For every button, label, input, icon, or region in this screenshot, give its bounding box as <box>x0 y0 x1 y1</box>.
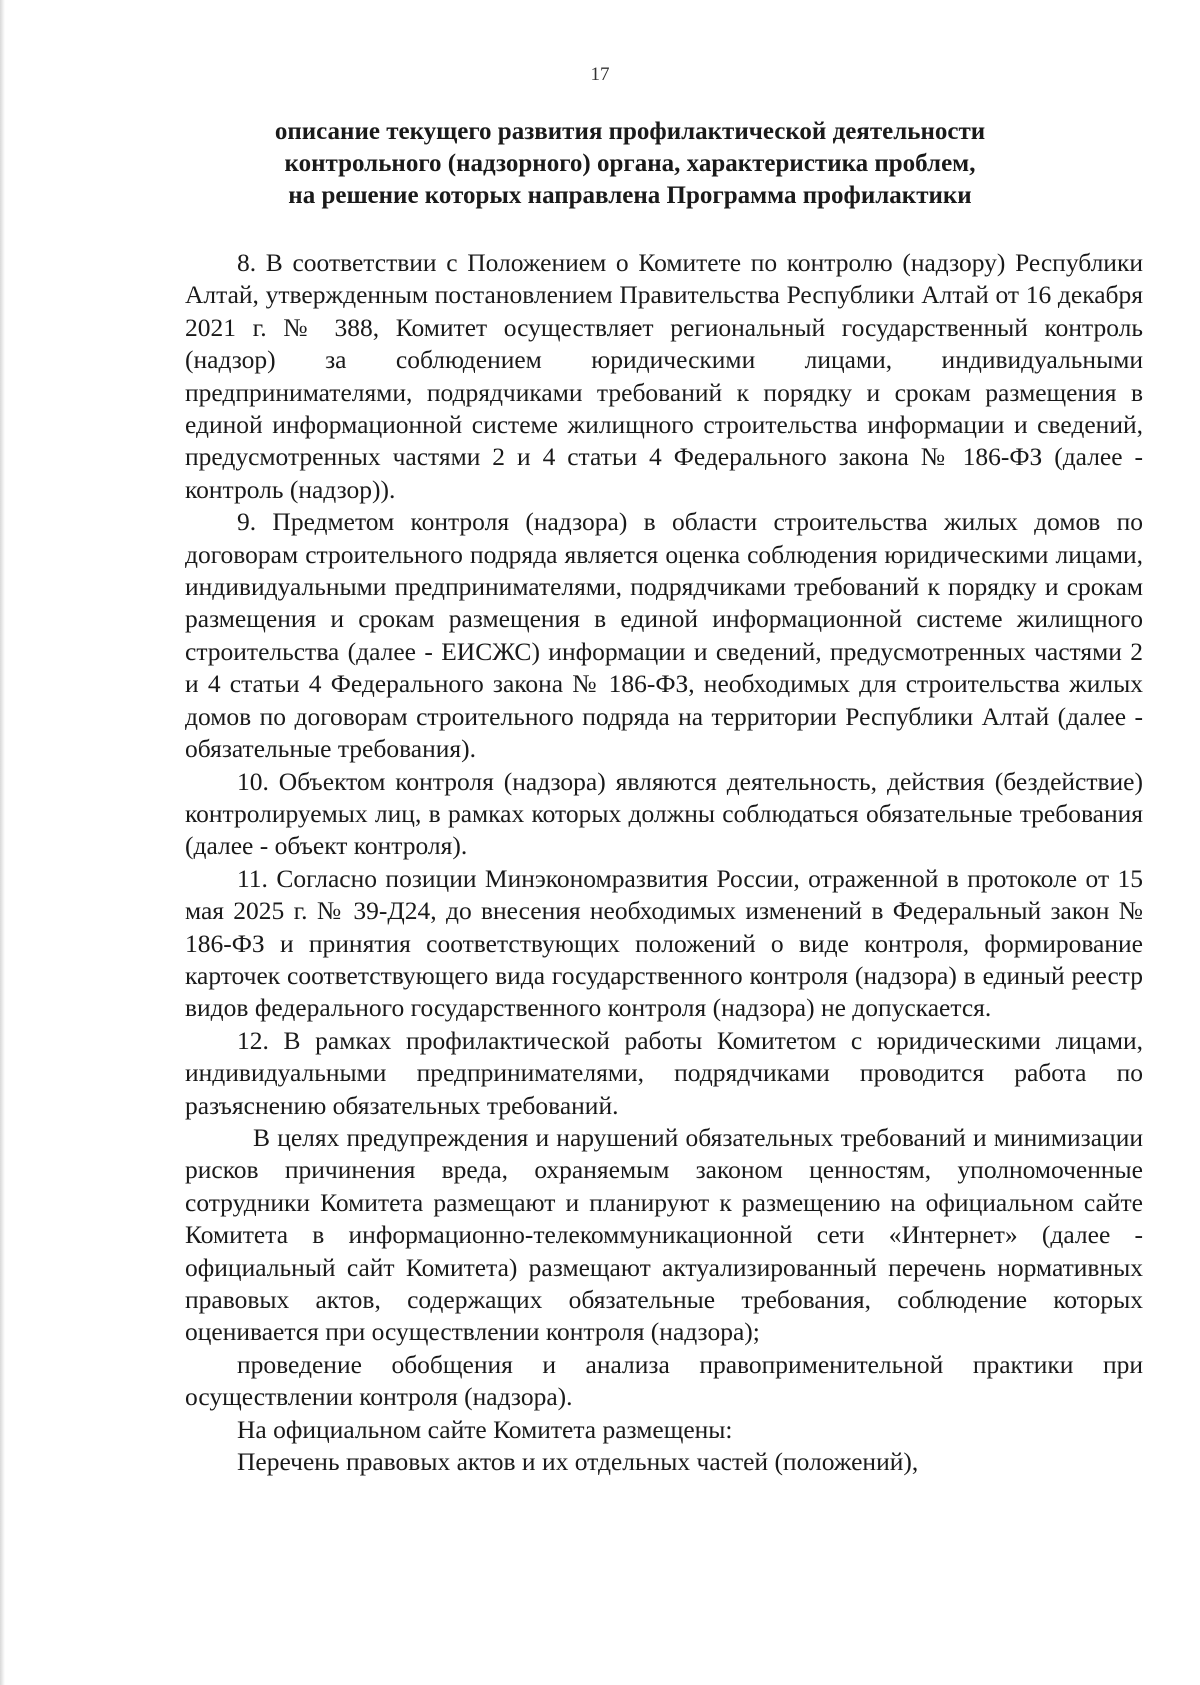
heading-line: описание текущего развития профилактической деятельности <box>274 118 986 145</box>
page-number: 17 <box>590 64 610 85</box>
body-text <box>185 247 1143 1478</box>
section-heading <box>180 116 1080 212</box>
paragraph-list-start: Перечень правовых актов и их отдельных частей (положений), <box>237 1447 919 1477</box>
heading-line: контрольного (надзорного) органа, характеристика проблем, <box>284 150 976 177</box>
paragraph-published: На официальном сайте Комитета размещены: <box>237 1414 733 1444</box>
paragraph-8: 8. В соответствии с Положением о Комитете по контролю (надзору) Республики Алтай, утвержденным постановлением Правительства Республики Алтай от 16 декабря 2021 г. № 388, Комитет осуществляет региональный государственный контроль (надзор) за соблюдением юридическими лицами, индивидуальными предпринимателями, подрядчиками требований к порядку и срокам размещения в единой информационной системе жилищного строительства информации и сведений, предусмотренных частями 2 и 4 статьи 4 Федерального закона № 186-ФЗ (далее - контроль (надзор)). <box>185 248 1143 504</box>
scan-edge <box>0 0 5 1685</box>
paragraph-analysis: проведение обобщения и анализа правоприменительной практики при осуществлении контроля (надзора). <box>185 1349 1143 1412</box>
heading-line: на решение которых направлена Программа профилактики <box>288 182 972 209</box>
paragraph-9: 9. Предметом контроля (надзора) в области строительства жилых домов по договорам строительного подряда является оценка соблюдения юридическими лицами, индивидуальными предпринимателями, подрядчиками требований к порядку и срокам размещения и срокам размещения в единой информационной системе жилищного строительства (далее - ЕИСЖС) информации и сведений, предусмотренных частями 2 и 4 статьи 4 Федерального закона № 186-ФЗ, необходимых для строительства жилых домов по договорам строительного подряда на территории Республики Алтай (далее - обязательные требования). <box>185 507 1143 764</box>
paragraph-11: 11. Согласно позиции Минэкономразвития России, отраженной в протоколе от 15 мая 2025 г. № 39-Д24, до внесения необходимых изменений в Федеральный закон № 186-ФЗ и принятия соответствующих положений о виде контроля, формирование карточек соответствующего вида государственного контроля (надзора) в единый реестр видов федерального государственного контроля (надзора) не допускается. <box>185 863 1143 1023</box>
paragraph-10: 10. Объектом контроля (надзора) являются деятельность, действия (бездействие) контролируемых лиц, в рамках которых должны соблюдаться обязательные требования (далее - объект контроля). <box>185 766 1143 861</box>
paragraph-prevention: В целях предупреждения и нарушений обязательных требований и минимизации рисков причинения вреда, охраняемым законом ценностям, уполномоченные сотрудники Комитета размещают и планируют к размещению на официальном сайте Комитета в информационно-телекоммуникационной сети «Интернет» (далее - официальный сайт Комитета) размещают актуализированный перечень нормативных правовых актов, содержащих обязательные требования, соблюдение которых оценивается при осуществлении контроля (надзора); <box>185 1122 1143 1347</box>
paragraph-12: 12. В рамках профилактической работы Комитетом с юридическими лицами, индивидуальными предпринимателями, подрядчиками проводится работа по разъяснению обязательных требований. <box>185 1025 1143 1120</box>
